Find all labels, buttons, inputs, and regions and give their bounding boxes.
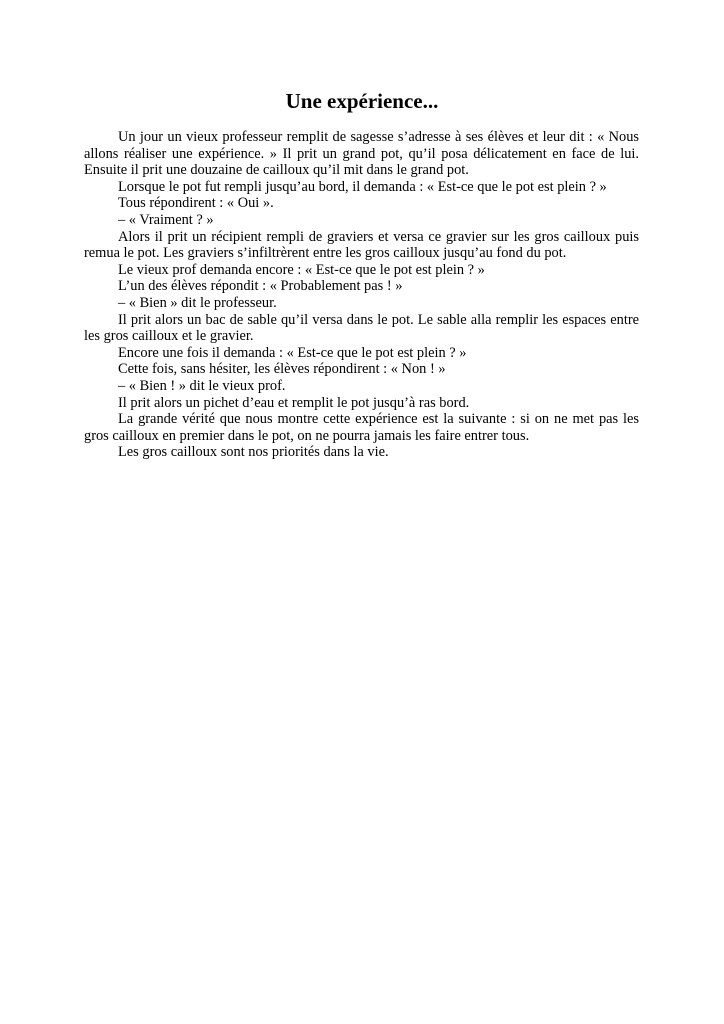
paragraph: – « Bien ! » dit le vieux prof. <box>118 377 286 394</box>
document-body <box>84 129 639 461</box>
paragraph: Un jour un vieux professeur remplit de sagesse s’adresse à ses élèves et leur dit : « Nous allons réaliser une expérience. » Il prit un grand pot, qu’il posa délicatement en face de lui. Ensuite il prit une douzaine de cailloux qu’il mit dans le grand pot. <box>84 129 639 179</box>
paragraph: Tous répondirent : « Oui ». <box>118 195 274 212</box>
paragraph: Lorsque le pot fut rempli jusqu’au bord, il demanda : « Est-ce que le pot est plein ? » <box>118 178 607 195</box>
document-title: Une expérience... <box>285 89 439 113</box>
paragraph: – « Vraiment ? » <box>118 211 214 228</box>
paragraph: Alors il prit un récipient rempli de graviers et versa ce gravier sur les gros cailloux puis remua le pot. Les graviers s’infiltrèrent entre les gros cailloux jusqu’au fond du pot. <box>84 228 639 262</box>
paragraph: Encore une fois il demanda : « Est-ce que le pot est plein ? » <box>118 344 467 361</box>
paragraph: – « Bien » dit le professeur. <box>118 294 277 311</box>
paragraph: Il prit alors un pichet d’eau et remplit le pot jusqu’à ras bord. <box>118 394 470 411</box>
paragraph: Il prit alors un bac de sable qu’il versa dans le pot. Le sable alla remplir les espaces entre les gros cailloux et le gravier. <box>84 311 639 345</box>
paragraph: L’un des élèves répondit : « Probablement pas ! » <box>118 278 403 295</box>
paragraph: Le vieux prof demanda encore : « Est-ce que le pot est plein ? » <box>118 261 485 278</box>
paragraph: La grande vérité que nous montre cette expérience est la suivante : si on ne met pas les gros cailloux en premier dans le pot, on ne pourra jamais les faire entrer tous. <box>84 411 639 444</box>
paragraph: Cette fois, sans hésiter, les élèves répondirent : « Non ! » <box>118 361 446 378</box>
paragraph: Les gros cailloux sont nos priorités dans la vie. <box>118 444 389 461</box>
